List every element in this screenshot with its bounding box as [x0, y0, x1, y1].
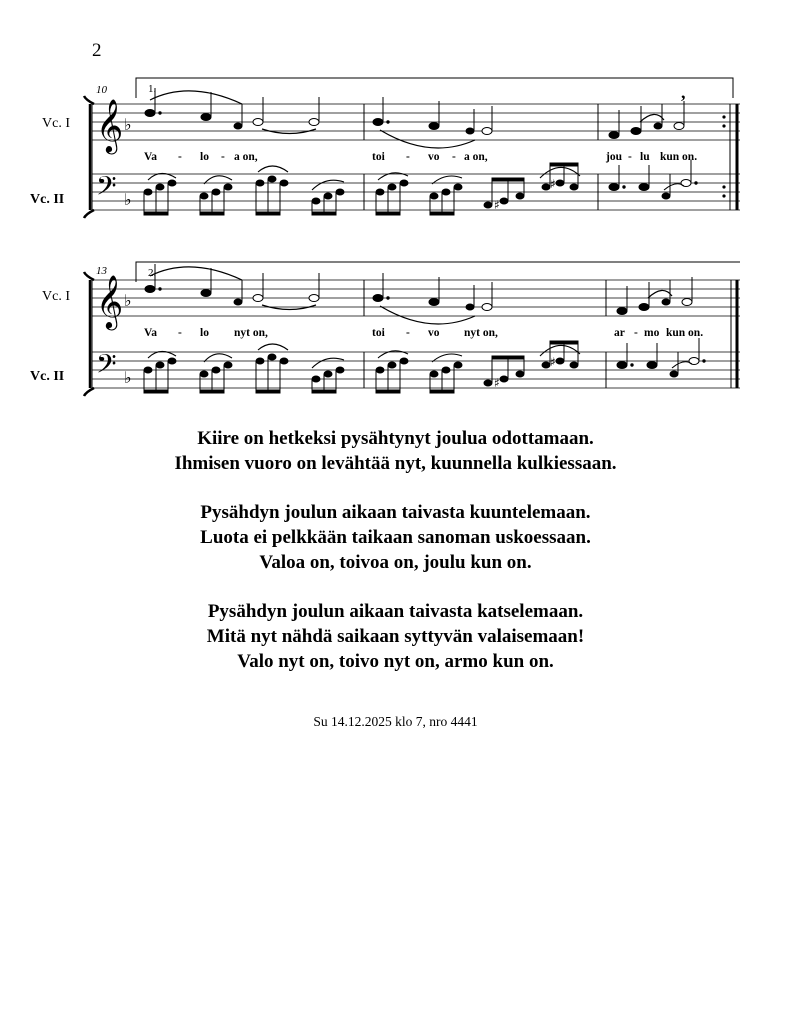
repeat-dot — [722, 124, 725, 127]
staff-label-upper: Vc. I — [42, 116, 70, 131]
lyric-syllable: Va — [144, 327, 157, 339]
repeat-dot — [722, 115, 725, 118]
treble-clef-icon: 𝄞 — [96, 98, 124, 152]
staff-label-lower: Vc. II — [30, 369, 65, 384]
lyric-syllable: nyt on, — [464, 327, 498, 339]
lyric-hyphen: - — [221, 151, 225, 163]
bass-clef-icon: 𝄢 — [96, 348, 117, 386]
lyric-hyphen: - — [634, 327, 638, 339]
lyric-syllable: ar — [614, 327, 625, 339]
system-2 — [30, 262, 740, 396]
lyric-syllable: nyt on, — [234, 327, 268, 339]
lower-notes — [144, 338, 705, 393]
lyric-syllable: a on, — [234, 151, 258, 163]
lyric-syllable: vo — [428, 151, 440, 163]
verse-line: Valoa on, toivoa on, joulu kun on. — [259, 552, 532, 573]
verse-line: Pysähdyn joulun aikaan taivasta kuuntelemaan. — [200, 502, 591, 523]
barlines — [92, 280, 737, 388]
bass-clef-icon: 𝄢 — [96, 170, 117, 208]
lyric-hyphen: - — [406, 151, 410, 163]
lyric-syllable: kun on. — [660, 151, 698, 163]
slurs — [150, 91, 664, 148]
footer-date: Su 14.12.2025 klo 7, nro 4441 — [313, 714, 478, 729]
verse-line: Pysähdyn joulun aikaan taivasta katselemaan. — [207, 601, 584, 622]
volta-label: 2. — [148, 267, 157, 279]
music-score — [0, 0, 791, 420]
lyric-syllable: mo — [644, 327, 660, 339]
lyric-hyphen: - — [628, 151, 632, 163]
lyric-hyphen: - — [452, 151, 456, 163]
sharp-icon: ♯ — [494, 198, 500, 212]
lyric-syllable: lo — [200, 151, 209, 163]
lyric-syllable: jou — [606, 151, 622, 163]
staff-label-upper: Vc. I — [42, 289, 70, 304]
flat-icon: ♭ — [124, 368, 132, 387]
staff-label-lower: Vc. II — [30, 192, 65, 207]
lyric-syllable: Va — [144, 151, 157, 163]
verse-line: Mitä nyt nähdä saikaan syttyvän valaisemaan! — [206, 626, 585, 647]
verse-1 — [0, 426, 791, 476]
lyric-hyphen: - — [406, 327, 410, 339]
sharp-icon: ♯ — [550, 355, 556, 369]
measure-number: 10 — [96, 84, 107, 96]
verse-line: Kiire on hetkeksi pysähtynyt joulua odottamaan. — [197, 428, 594, 449]
volta-bracket — [136, 78, 733, 98]
lyrics-line-1 — [144, 151, 697, 163]
measure-number: 13 — [96, 265, 107, 277]
verse-line: Ihmisen vuoro on levähtää nyt, kuunnella kulkiessaan. — [174, 453, 617, 474]
verse-line: Luota ei pelkkään taikaan sanoman uskoessaan. — [200, 527, 591, 548]
lyric-syllable: toi — [372, 151, 385, 163]
lyric-syllable: kun on. — [666, 327, 704, 339]
sharp-icon: ♯ — [494, 376, 500, 390]
system-1 — [30, 78, 740, 218]
lyric-syllable: vo — [428, 327, 440, 339]
treble-clef-icon: 𝄞 — [96, 274, 124, 328]
breath-mark-icon: , — [681, 82, 686, 102]
verse-2 — [0, 500, 791, 575]
lyric-hyphen: - — [178, 151, 182, 163]
repeat-dot — [722, 185, 725, 188]
volta-label: 1. — [148, 83, 157, 95]
staff-lower — [92, 352, 740, 388]
verses — [0, 426, 791, 698]
staff-upper — [92, 104, 740, 140]
lower-notes — [144, 160, 697, 215]
lyric-syllable: toi — [372, 327, 385, 339]
verse-line: Valo nyt on, toivo nyt on, armo kun on. — [237, 651, 554, 672]
sharp-icon: ♯ — [550, 177, 556, 191]
page-number: 2 — [92, 40, 102, 61]
volta-bracket — [136, 262, 740, 282]
lyric-syllable: a on, — [464, 151, 488, 163]
slurs — [150, 267, 672, 324]
flat-icon: ♭ — [124, 190, 132, 209]
lyrics-line-2 — [144, 327, 703, 339]
flat-icon: ♭ — [124, 291, 132, 310]
staff-lower — [92, 174, 740, 210]
verse-3 — [0, 599, 791, 674]
lyric-syllable: lu — [640, 151, 650, 163]
flat-icon: ♭ — [124, 115, 132, 134]
repeat-dot — [722, 194, 725, 197]
lyric-hyphen: - — [178, 327, 182, 339]
lyric-syllable: lo — [200, 327, 209, 339]
